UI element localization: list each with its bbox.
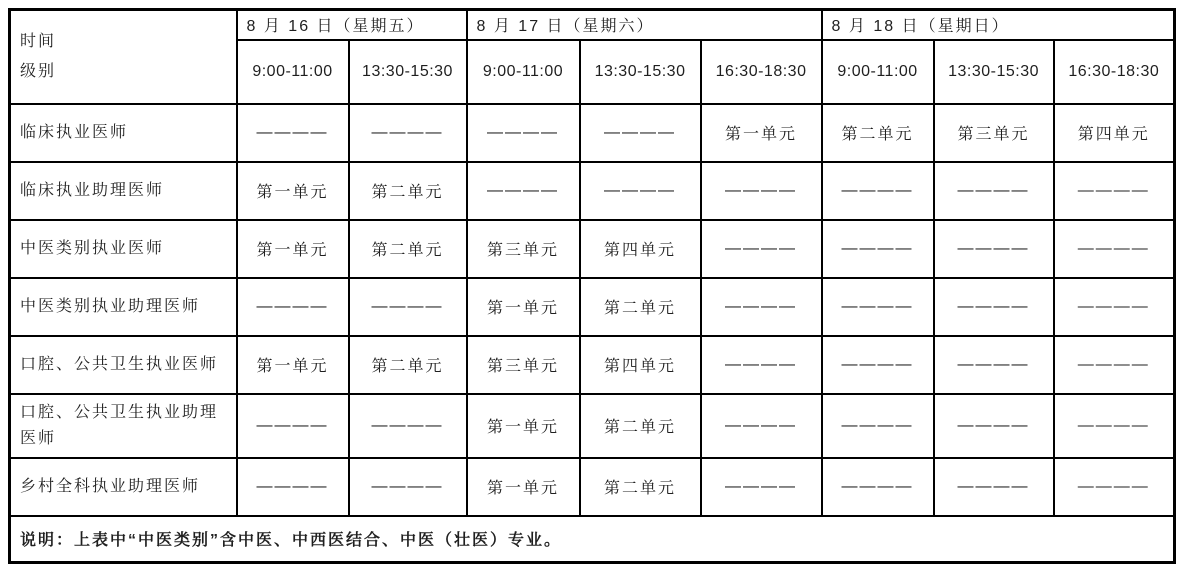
table-row <box>10 162 1175 220</box>
schedule-cell: ———— <box>822 458 934 516</box>
schedule-cell: 第一单元 <box>701 104 822 162</box>
row-label: 口腔、公共卫生执业医师 <box>10 336 237 394</box>
schedule-cell: 第一单元 <box>467 278 580 336</box>
schedule-cell: ———— <box>1054 458 1175 516</box>
schedule-cell: ———— <box>1054 162 1175 220</box>
schedule-cell: ———— <box>1054 336 1175 394</box>
row-label: 中医类别执业助理医师 <box>10 278 237 336</box>
schedule-cell: ———— <box>237 278 349 336</box>
schedule-cell: 第一单元 <box>467 394 580 458</box>
time-header: 9:00-11:00 <box>467 40 580 104</box>
schedule-cell: ———— <box>467 104 580 162</box>
time-header: 13:30-15:30 <box>580 40 701 104</box>
schedule-cell: ———— <box>934 336 1054 394</box>
schedule-cell: 第四单元 <box>580 220 701 278</box>
schedule-cell: 第二单元 <box>580 458 701 516</box>
schedule-cell: 第二单元 <box>349 220 467 278</box>
table-row <box>10 458 1175 516</box>
schedule-cell: ———— <box>580 104 701 162</box>
schedule-cell: ———— <box>822 278 934 336</box>
schedule-cell: 第一单元 <box>237 336 349 394</box>
schedule-cell: 第三单元 <box>467 220 580 278</box>
schedule-cell: 第一单元 <box>237 220 349 278</box>
day-header-aug17: 8 月 17 日（星期六） <box>467 10 822 40</box>
schedule-cell: ———— <box>822 336 934 394</box>
schedule-cell: ———— <box>822 394 934 458</box>
corner-cell-time-level <box>10 10 237 104</box>
row-label: 中医类别执业医师 <box>10 220 237 278</box>
time-header: 9:00-11:00 <box>822 40 934 104</box>
schedule-cell: ———— <box>1054 394 1175 458</box>
exam-schedule-table <box>8 8 1176 564</box>
schedule-cell: ———— <box>701 278 822 336</box>
schedule-cell: ———— <box>237 394 349 458</box>
row-label: 临床执业医师 <box>10 104 237 162</box>
schedule-cell: ———— <box>349 394 467 458</box>
schedule-cell: ———— <box>1054 278 1175 336</box>
time-header: 16:30-18:30 <box>1054 40 1175 104</box>
schedule-cell: 第三单元 <box>934 104 1054 162</box>
schedule-cell: ———— <box>701 220 822 278</box>
schedule-cell: ———— <box>934 458 1054 516</box>
schedule-cell: ———— <box>934 278 1054 336</box>
row-label: 临床执业助理医师 <box>10 162 237 220</box>
time-header: 16:30-18:30 <box>701 40 822 104</box>
time-header: 9:00-11:00 <box>237 40 349 104</box>
table-row <box>10 220 1175 278</box>
footnote-text: 说明：上表中“中医类别”含中医、中西医结合、中医（壮医）专业。 <box>10 516 1175 563</box>
schedule-cell: ———— <box>467 162 580 220</box>
day-header-aug16: 8 月 16 日（星期五） <box>237 10 467 40</box>
row-label: 口腔、公共卫生执业助理医师 <box>10 394 237 458</box>
schedule-cell: 第二单元 <box>580 278 701 336</box>
schedule-cell: ———— <box>934 162 1054 220</box>
row-label: 乡村全科执业助理医师 <box>10 458 237 516</box>
schedule-cell: 第三单元 <box>467 336 580 394</box>
day-header-row <box>10 10 1175 40</box>
schedule-cell: ———— <box>934 394 1054 458</box>
schedule-cell: ———— <box>701 458 822 516</box>
time-header: 13:30-15:30 <box>934 40 1054 104</box>
schedule-cell: 第四单元 <box>1054 104 1175 162</box>
schedule-cell: ———— <box>349 104 467 162</box>
schedule-cell: ———— <box>349 458 467 516</box>
schedule-cell: 第二单元 <box>822 104 934 162</box>
schedule-cell: 第四单元 <box>580 336 701 394</box>
schedule-cell: ———— <box>934 220 1054 278</box>
table-row <box>10 394 1175 458</box>
corner-label-time: 时间 <box>20 32 57 50</box>
schedule-cell: ———— <box>1054 220 1175 278</box>
schedule-cell: ———— <box>237 458 349 516</box>
schedule-cell: ———— <box>701 336 822 394</box>
schedule-cell: ———— <box>701 162 822 220</box>
schedule-cell: 第一单元 <box>467 458 580 516</box>
schedule-cell: ———— <box>349 278 467 336</box>
schedule-cell: ———— <box>701 394 822 458</box>
table-row <box>10 278 1175 336</box>
footnote-row <box>10 516 1175 563</box>
schedule-cell: ———— <box>237 104 349 162</box>
day-header-aug18: 8 月 18 日（星期日） <box>822 10 1175 40</box>
schedule-cell: 第二单元 <box>349 162 467 220</box>
schedule-cell: ———— <box>580 162 701 220</box>
time-header: 13:30-15:30 <box>349 40 467 104</box>
corner-label-level: 级别 <box>20 62 57 80</box>
table-row <box>10 336 1175 394</box>
schedule-cell: ———— <box>822 220 934 278</box>
table-row <box>10 104 1175 162</box>
schedule-cell: ———— <box>822 162 934 220</box>
schedule-cell: 第二单元 <box>580 394 701 458</box>
schedule-cell: 第二单元 <box>349 336 467 394</box>
schedule-cell: 第一单元 <box>237 162 349 220</box>
